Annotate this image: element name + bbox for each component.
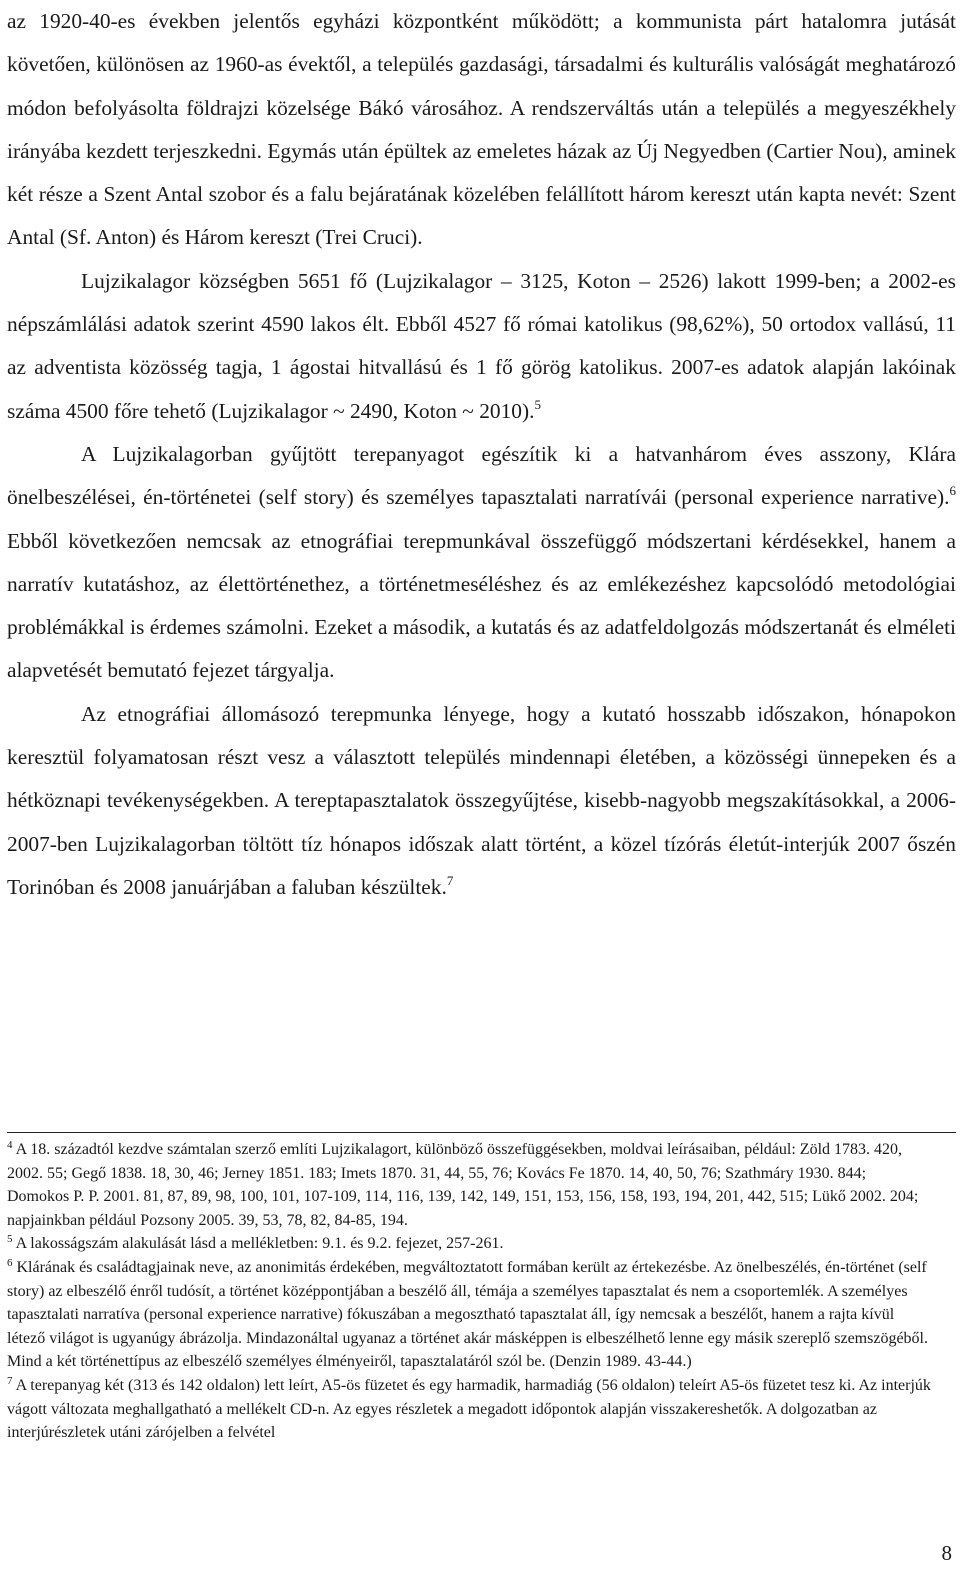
footnote-7-marker: 7 bbox=[7, 1374, 13, 1387]
paragraph-4 bbox=[7, 693, 956, 909]
paragraph-1 bbox=[7, 0, 956, 260]
paragraph-2 bbox=[7, 260, 956, 433]
body-text bbox=[7, 0, 956, 909]
footnote-5 bbox=[7, 1232, 932, 1256]
footnote-6-text: Klárának és családtagjainak neve, az anonimitás érdekében, megváltoztatott formában került az értekezésbe. Az önelbeszélés, én-történet (self story) az elbeszélő énről tudósít, a történet középpontjában a beszélő áll, témája a személyes tapasztalat és nem a csoportemlék. A személyes tapasztalati narratíva (personal experience narrative) fókuszában a megosztható tapasztalat áll, így nemcsak a beszélőt, hanem a rajta kívül létező világot is ugyanúgy ábrázolja. Mindazonáltal ugyanaz a történet akár másképpen is elbeszélhető lenne egy másik szereplő szemszögéből. Mind a két történettípus az elbeszélő személyes élményeiről, tapasztalatáról szól be. (Denzin 1989. 43-44.) bbox=[7, 1258, 928, 1371]
paragraph-4-text: Az etnográfiai állomásozó terepmunka lényege, hogy a kutató hosszabb időszakon, hónapokon keresztül folyamatosan részt vesz a választott település mindennapi életében, a közösségi ünnepeken és a hétköznapi tevékenységekben. A tereptapasztalatok összegyűjtése, kisebb-nagyobb megszakításokkal, a 2006-2007-ben Lujzikalagorban töltött tíz hónapos időszak alatt történt, a közel tízórás életút-interjúk 2007 őszén Torinóban és 2008 januárjában a faluban készültek. bbox=[7, 701, 956, 899]
footnote-ref-7[interactable]: 7 bbox=[446, 872, 454, 888]
paragraph-3-text-continued: Ebből következően nemcsak az etnográfiai terepmunkával összefüggő módszertani kérdésekkel, hanem a narratív kutatáshoz, az élettörténethez, a történetmeséléshez és az emlékezéshez kapcsolódó metodológiai problémákkal is érdemes számolni. Ezeket a második, a kutatás és az adatfeldolgozás módszertanát és elméleti alapvetését bemutató fejezet tárgyalja. bbox=[7, 528, 956, 683]
footnote-6 bbox=[7, 1256, 932, 1374]
footnote-4-marker: 4 bbox=[7, 1139, 13, 1151]
paragraph-3 bbox=[7, 433, 956, 693]
footnote-5-marker: 5 bbox=[7, 1233, 13, 1246]
footnote-4-text: A 18. századtól kezdve számtalan szerző említi Lujzikalagort, különböző összefüggésekben, moldvai leírásaiban, például: Zöld 1783. 420, 2002. 55; Gegő 1838. 18, 30, 46; Jerney 1851. 183; Imets 1870. 31, 44, 55, 76; Kovács Fe 1870. 14, 40, 50, 76; Szathmáry 1930. 844; Domokos P. P. 2001. 81, 87, 89, 98, 100, 101, 107-109, 114, 116, 139, 142, 149, 151, 153, 156, 158, 193, 194, 201, 442, 515; Lükő 2002. 204; napjainkban például Pozsony 2005. 39, 53, 78, 82, 84-85, 194. bbox=[7, 1141, 919, 1229]
paragraph-1-text: az 1920-40-es években jelentős egyházi központként működött; a kommunista párt hatalomra jutását követően, különösen az 1960-as évektől, a település gazdasági, társadalmi és kulturális valóságát meghatározó módon befolyásolta földrajzi közelsége Bákó városához. A rendszerváltás után a település a megyeszékhely irányába kezdett terjeszkedni. Egymás után épültek az emeletes házak az Új Negyedben (Cartier Nou), aminek két része a Szent Antal szobor és a falu bejáratának közelében felállított három kereszt után kapta nevét: Szent Antal (Sf. Anton) és Három kereszt (Trei Cruci). bbox=[7, 9, 956, 250]
footnote-5-text: A lakosságszám alakulását lásd a mellékletben: 9.1. és 9.2. fejezet, 257-261. bbox=[12, 1235, 504, 1253]
footnote-7-text: A terepanyag két (313 és 142 oldalon) lett leírt, A5-ös füzetet és egy harmadik, harmadiág (56 oldalon) teleírt A5-ös füzetet tesz ki. Az interjúk vágott változata meghallgatható a mellékelt CD-n. Az egyes részletek a megadott időpontok alapján visszakereshetők. A dolgozatban az interjúrészletek utáni zárójelben a felvétel bbox=[7, 1376, 931, 1442]
footnotes bbox=[7, 1138, 932, 1445]
footnote-ref-5[interactable]: 5 bbox=[534, 396, 541, 412]
footnote-7 bbox=[7, 1374, 932, 1445]
page-number: 8 bbox=[941, 1541, 952, 1565]
paragraph-3-text: A Lujzikalagorban gyűjtött terepanyagot egészítik ki a hatvanhárom éves asszony, Klára önelbeszélései, én-történetei (self story) és személyes tapasztalati narratívái (personal experience narrative). bbox=[7, 441, 956, 510]
footnote-divider bbox=[7, 1132, 956, 1133]
paragraph-2-text: Lujzikalagor községben 5651 fő (Lujzikalagor – 3125, Koton – 2526) lakott 1999-ben; a 2002-es népszámlálási adatok szerint 4590 lakos élt. Ebből 4527 fő római katolikus (98,62%), 50 ortodox vallású, 11 az adventista közösség tagja, 1 ágostai hitvallású és 1 fő görög katolikus. 2007-es adatok alapján lakóinak száma 4500 főre tehető (Lujzikalagor ~ 2490, Koton ~ 2010). bbox=[7, 268, 956, 423]
footnote-4 bbox=[7, 1138, 932, 1232]
footnote-ref-6[interactable]: 6 bbox=[949, 483, 956, 499]
footnote-6-marker: 6 bbox=[7, 1256, 13, 1269]
document-page bbox=[7, 0, 956, 1442]
